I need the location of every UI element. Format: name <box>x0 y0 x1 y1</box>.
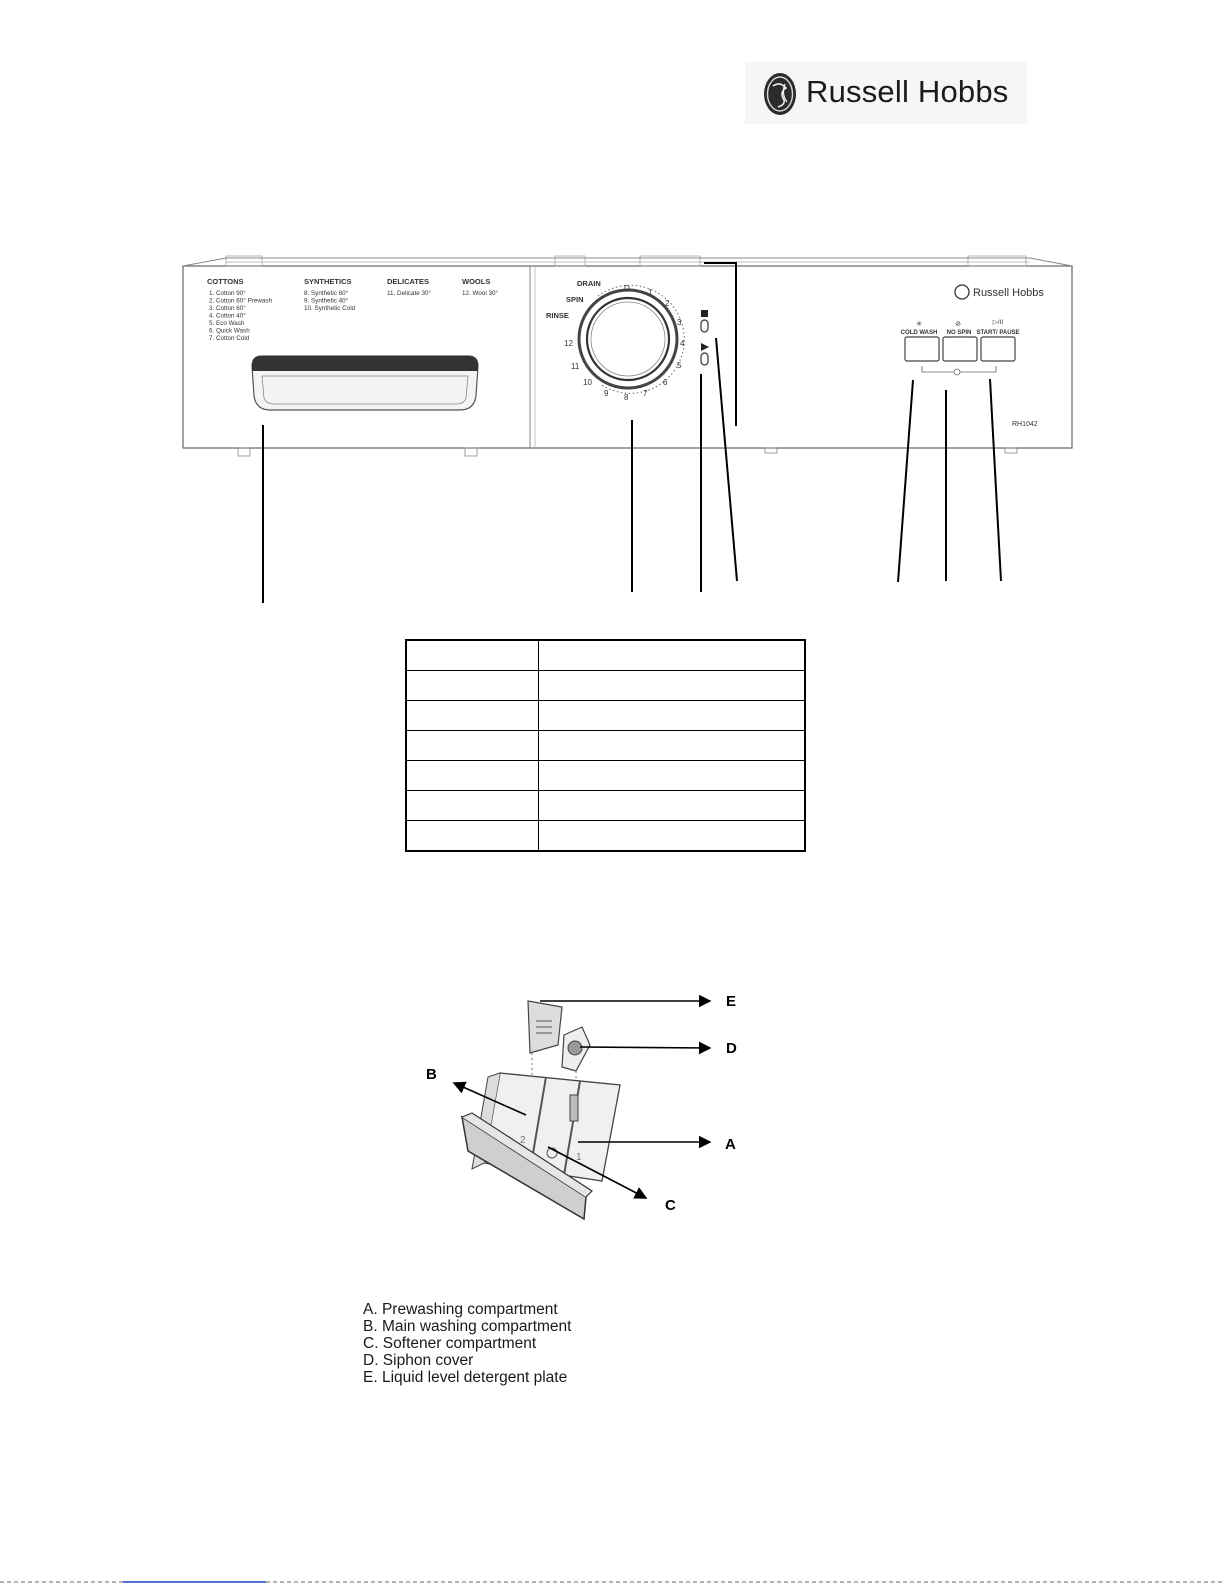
dial-rinse: RINSE <box>546 311 569 320</box>
start-pause-symbol: ▷/II <box>992 319 1004 326</box>
table-cell <box>406 791 539 821</box>
table-cell <box>406 640 539 671</box>
dial-number-9: 9 <box>604 389 609 398</box>
cottons-title: COTTONS <box>207 277 244 286</box>
label-c: C <box>665 1197 676 1214</box>
dial-number-8: 8 <box>624 393 629 402</box>
program-9: 9. Synthetic 40° <box>304 297 349 305</box>
table-row <box>406 701 805 731</box>
table-cell <box>539 761 806 791</box>
dial-spin: SPIN <box>566 295 584 304</box>
table-cell <box>406 821 539 852</box>
no-spin-label: NO SPIN <box>946 330 972 336</box>
svg-text:✳: ✳ <box>916 321 922 328</box>
dial-drain: DRAIN <box>577 279 601 288</box>
svg-text:⊘: ⊘ <box>955 321 961 328</box>
svg-text:1: 1 <box>576 1152 582 1163</box>
table-cell <box>539 821 806 852</box>
program-4: 4. Cotton 40° <box>209 312 246 320</box>
no-spin-button[interactable] <box>943 337 977 361</box>
table-row <box>406 640 805 671</box>
table-cell <box>539 701 806 731</box>
legend-item-b: B. Main washing compartment <box>363 1318 572 1335</box>
control-panel-diagram <box>0 0 1225 620</box>
program-6: 6. Quick Wash <box>209 327 250 335</box>
table-row <box>406 821 805 852</box>
wools-title: WOOLS <box>462 277 491 286</box>
dial-number-11: 11 <box>571 362 580 371</box>
dial-number-12: 12 <box>564 339 573 348</box>
cold-wash-label: COLD WASH <box>900 330 938 336</box>
dial-number-10: 10 <box>583 378 592 387</box>
detergent-drawer-diagram <box>380 985 760 1225</box>
table-cell <box>406 761 539 791</box>
legend-item-c: C. Softener compartment <box>363 1335 537 1352</box>
drawer-handle <box>252 356 478 410</box>
legend-item-a: A. Prewashing compartment <box>363 1301 558 1318</box>
child-lock-icon <box>954 369 960 375</box>
program-10: 10. Synthetic Cold <box>304 305 356 312</box>
label-d: D <box>726 1040 737 1057</box>
table-cell <box>539 671 806 701</box>
dial-number-1: 1 <box>648 288 653 297</box>
dial-number-2: 2 <box>665 299 670 308</box>
table-cell <box>539 640 806 671</box>
cold-wash-button[interactable] <box>905 337 939 361</box>
table-row <box>406 731 805 761</box>
panel-brand-name: Russell Hobbs <box>973 287 1044 299</box>
table-row <box>406 761 805 791</box>
program-8: 8. Synthetic 60° <box>304 290 349 297</box>
start-pause-button[interactable] <box>981 337 1015 361</box>
label-e: E <box>726 993 737 1010</box>
compartment-legend <box>363 1301 571 1386</box>
program-3: 3. Cotton 60° <box>209 305 246 312</box>
legend-item-e: E. Liquid level detergent plate <box>363 1369 568 1386</box>
program-11: 11. Delicate 30° <box>387 290 432 297</box>
parts-table <box>405 639 806 852</box>
table-row <box>406 791 805 821</box>
start-pause-label: START/ PAUSE <box>976 330 1020 336</box>
program-12: 12. Wool 30° <box>462 290 499 297</box>
dial-number-4: 4 <box>680 339 685 348</box>
program-1: 1. Cotton 90° <box>209 290 246 297</box>
table-row <box>406 671 805 701</box>
table-cell <box>406 701 539 731</box>
brand-name: Russell Hobbs <box>806 74 1009 109</box>
program-2: 2. Cotton 60° Prewash <box>209 297 273 305</box>
table-cell <box>539 731 806 761</box>
legend-item-d: D. Siphon cover <box>363 1352 474 1369</box>
stop-indicator-icon <box>701 310 708 317</box>
dial-number-3: 3 <box>677 318 682 327</box>
dial-number-d: D <box>624 284 630 293</box>
program-5: 5. Eco Wash <box>209 320 245 327</box>
model-number: RH1042 <box>1012 421 1038 428</box>
svg-text:2: 2 <box>520 1135 526 1146</box>
table-cell <box>406 671 539 701</box>
label-b: B <box>426 1066 437 1083</box>
table-cell <box>406 731 539 761</box>
dial-number-5: 5 <box>677 361 682 370</box>
program-7: 7. Cotton Cold <box>209 335 250 342</box>
dial-number-7: 7 <box>643 389 648 398</box>
table-cell <box>539 791 806 821</box>
delicates-title: DELICATES <box>387 277 429 286</box>
footer-rule <box>0 1578 1225 1585</box>
synthetics-title: SYNTHETICS <box>304 277 352 286</box>
label-a: A <box>725 1136 736 1153</box>
dial-number-6: 6 <box>663 378 668 387</box>
